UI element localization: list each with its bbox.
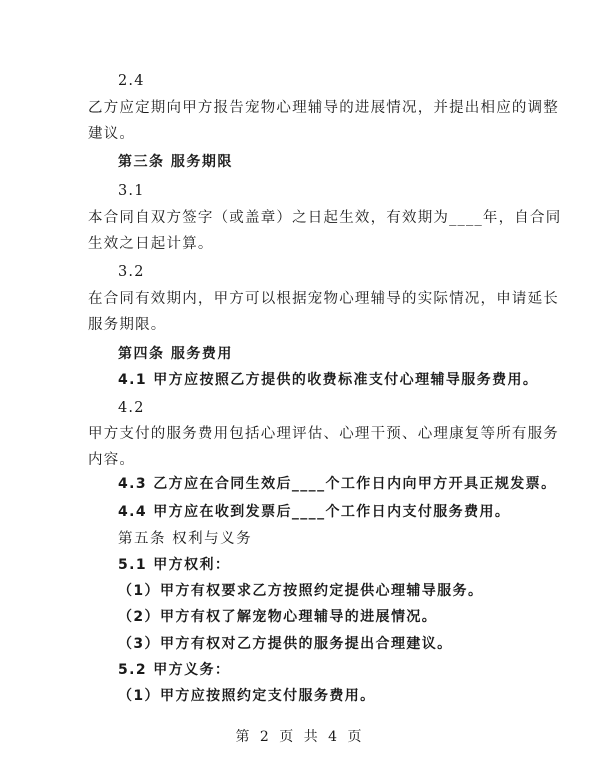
clause-line: 5.1 甲方权利：	[118, 557, 231, 573]
page-footer: 第 2 页 共 4 页	[235, 729, 365, 745]
paragraph-line: 内容。	[88, 452, 136, 468]
section-heading: 第五条 权利与义务	[118, 531, 253, 547]
paragraph-line: 在合同有效期内，甲方可以根据宠物心理辅导的实际情况，申请延长	[88, 291, 559, 307]
paragraph-line: 本合同自双方签字（或盖章）之日起生效，有效期为____年，自合同	[88, 210, 562, 226]
section-heading: 第三条 服务期限	[118, 154, 233, 170]
clause-line: 4.3 乙方应在合同生效后____个工作日内向甲方开具正规发票。	[118, 476, 557, 492]
section-heading: 第四条 服务费用	[118, 346, 233, 362]
list-item: （1）甲方有权要求乙方按照约定提供心理辅导服务。	[118, 583, 484, 599]
paragraph-line: 乙方应定期向甲方报告宠物心理辅导的进展情况，并提出相应的调整	[88, 100, 559, 116]
paragraph-line: 建议。	[88, 126, 136, 142]
clause-number: 3.1	[118, 183, 145, 199]
list-item: （1）甲方应按照约定支付服务费用。	[118, 688, 376, 704]
paragraph-line: 甲方支付的服务费用包括心理评估、心理干预、心理康复等所有服务	[88, 426, 559, 442]
list-item: （3）甲方有权对乙方提供的服务提出合理建议。	[118, 636, 453, 652]
clause-line: 4.4 甲方应在收到发票后____个工作日内支付服务费用。	[118, 504, 511, 520]
clause-number: 2.4	[118, 73, 145, 89]
clause-line: 5.2 甲方义务：	[118, 662, 231, 678]
paragraph-line: 生效之日起计算。	[88, 236, 214, 252]
clause-number: 4.2	[118, 400, 145, 416]
paragraph-line: 服务期限。	[88, 317, 167, 333]
list-item: （2）甲方有权了解宠物心理辅导的进展情况。	[118, 609, 438, 625]
clause-line: 4.1 甲方应按照乙方提供的收费标准支付心理辅导服务费用。	[118, 372, 539, 388]
clause-number: 3.2	[118, 264, 145, 280]
